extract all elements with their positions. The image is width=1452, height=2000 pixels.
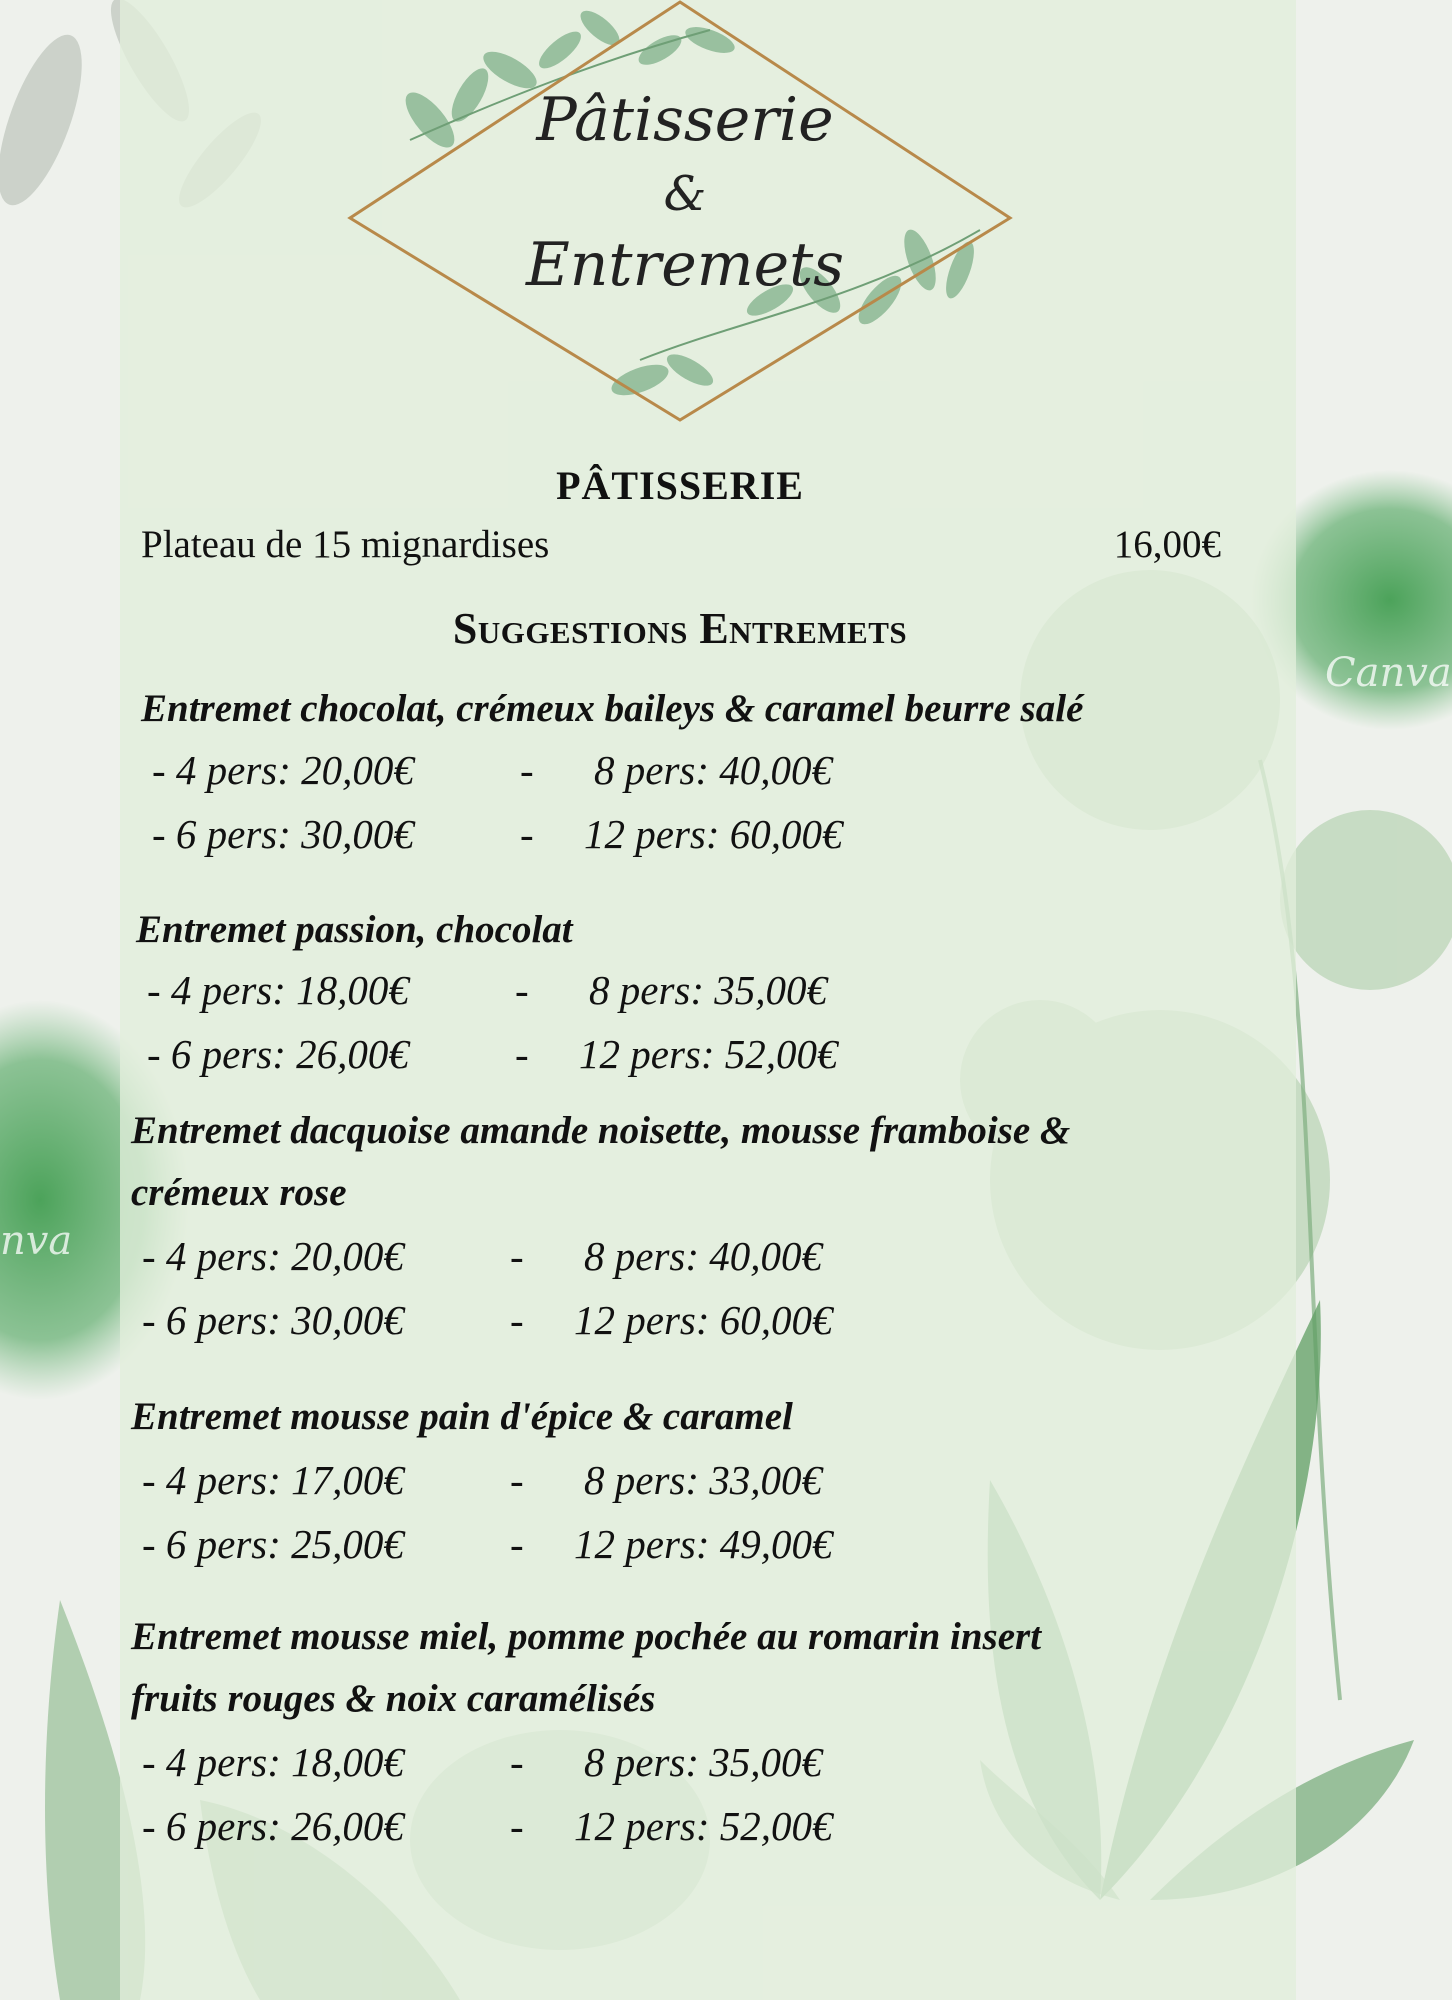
price-row bbox=[152, 746, 1052, 806]
price-row bbox=[147, 1030, 1047, 1090]
price-separator: - bbox=[515, 967, 529, 1013]
price-row bbox=[142, 1456, 1042, 1516]
entremet-title bbox=[131, 1606, 1251, 1730]
price-separator: - bbox=[520, 811, 534, 857]
logo-line-ampersand: & bbox=[663, 166, 707, 222]
price-row bbox=[142, 1738, 1042, 1798]
price-6-pers: - 6 pers: 25,00€ bbox=[142, 1521, 404, 1567]
price-6-pers: - 6 pers: 30,00€ bbox=[142, 1297, 404, 1343]
price-12-pers: 12 pers: 52,00€ bbox=[574, 1803, 833, 1849]
watermark-right: Canva bbox=[1325, 650, 1452, 696]
price-row bbox=[142, 1296, 1042, 1356]
price-row bbox=[142, 1802, 1042, 1862]
plateau-name: Plateau de 15 mignardises bbox=[141, 523, 550, 566]
entremet-title-line: Entremet dacquoise amande noisette, mousse framboise & bbox=[131, 1109, 1071, 1152]
price-8-pers: 8 pers: 33,00€ bbox=[584, 1457, 823, 1503]
price-4-pers: - 4 pers: 17,00€ bbox=[142, 1457, 404, 1503]
logo-line-patisserie: Pâtisserie bbox=[536, 85, 834, 155]
price-separator: - bbox=[515, 1031, 529, 1077]
watermark-left: nva bbox=[0, 1218, 73, 1264]
entremet-title-line: Entremet passion, chocolat bbox=[136, 908, 573, 951]
entremet-title bbox=[141, 678, 1261, 740]
section-title-entremets: Suggestions Entremets bbox=[452, 604, 908, 653]
entremet-title bbox=[136, 899, 1256, 961]
price-row bbox=[152, 810, 1052, 870]
plateau-price: 16,00€ bbox=[1113, 523, 1221, 566]
price-row bbox=[147, 966, 1047, 1026]
logo-emblem bbox=[340, 0, 1020, 420]
entremet-title bbox=[131, 1386, 1251, 1448]
price-8-pers: 8 pers: 40,00€ bbox=[594, 747, 833, 793]
plateau-row bbox=[141, 522, 1221, 567]
price-12-pers: 12 pers: 60,00€ bbox=[584, 811, 843, 857]
logo-line-entremets: Entremets bbox=[525, 230, 845, 300]
price-row bbox=[142, 1232, 1042, 1292]
price-12-pers: 12 pers: 49,00€ bbox=[574, 1521, 833, 1567]
price-12-pers: 12 pers: 52,00€ bbox=[579, 1031, 838, 1077]
price-4-pers: - 4 pers: 18,00€ bbox=[142, 1739, 404, 1785]
price-row bbox=[142, 1520, 1042, 1580]
price-4-pers: - 4 pers: 20,00€ bbox=[152, 747, 414, 793]
price-4-pers: - 4 pers: 20,00€ bbox=[142, 1233, 404, 1279]
price-separator: - bbox=[510, 1803, 524, 1849]
price-4-pers: - 4 pers: 18,00€ bbox=[147, 967, 409, 1013]
entremet-title-line: Entremet mousse pain d'épice & caramel bbox=[131, 1395, 793, 1438]
entremet-title-line: crémeux rose bbox=[131, 1171, 347, 1214]
price-8-pers: 8 pers: 35,00€ bbox=[589, 967, 828, 1013]
price-separator: - bbox=[510, 1233, 524, 1279]
price-separator: - bbox=[510, 1297, 524, 1343]
price-12-pers: 12 pers: 60,00€ bbox=[574, 1297, 833, 1343]
price-6-pers: - 6 pers: 26,00€ bbox=[147, 1031, 409, 1077]
price-8-pers: 8 pers: 40,00€ bbox=[584, 1233, 823, 1279]
entremet-title-line: Entremet mousse miel, pomme pochée au romarin insert bbox=[131, 1615, 1042, 1658]
entremet-title bbox=[131, 1100, 1251, 1224]
price-8-pers: 8 pers: 35,00€ bbox=[584, 1739, 823, 1785]
entremet-title-line: fruits rouges & noix caramélisés bbox=[131, 1677, 656, 1720]
entremet-title-line: Entremet chocolat, crémeux baileys & caramel beurre salé bbox=[141, 687, 1084, 730]
price-6-pers: - 6 pers: 26,00€ bbox=[142, 1803, 404, 1849]
price-6-pers: - 6 pers: 30,00€ bbox=[152, 811, 414, 857]
price-separator: - bbox=[510, 1739, 524, 1785]
section-title-patisserie: PÂTISSERIE bbox=[556, 463, 804, 508]
price-separator: - bbox=[510, 1457, 524, 1503]
price-separator: - bbox=[510, 1521, 524, 1567]
price-separator: - bbox=[520, 747, 534, 793]
